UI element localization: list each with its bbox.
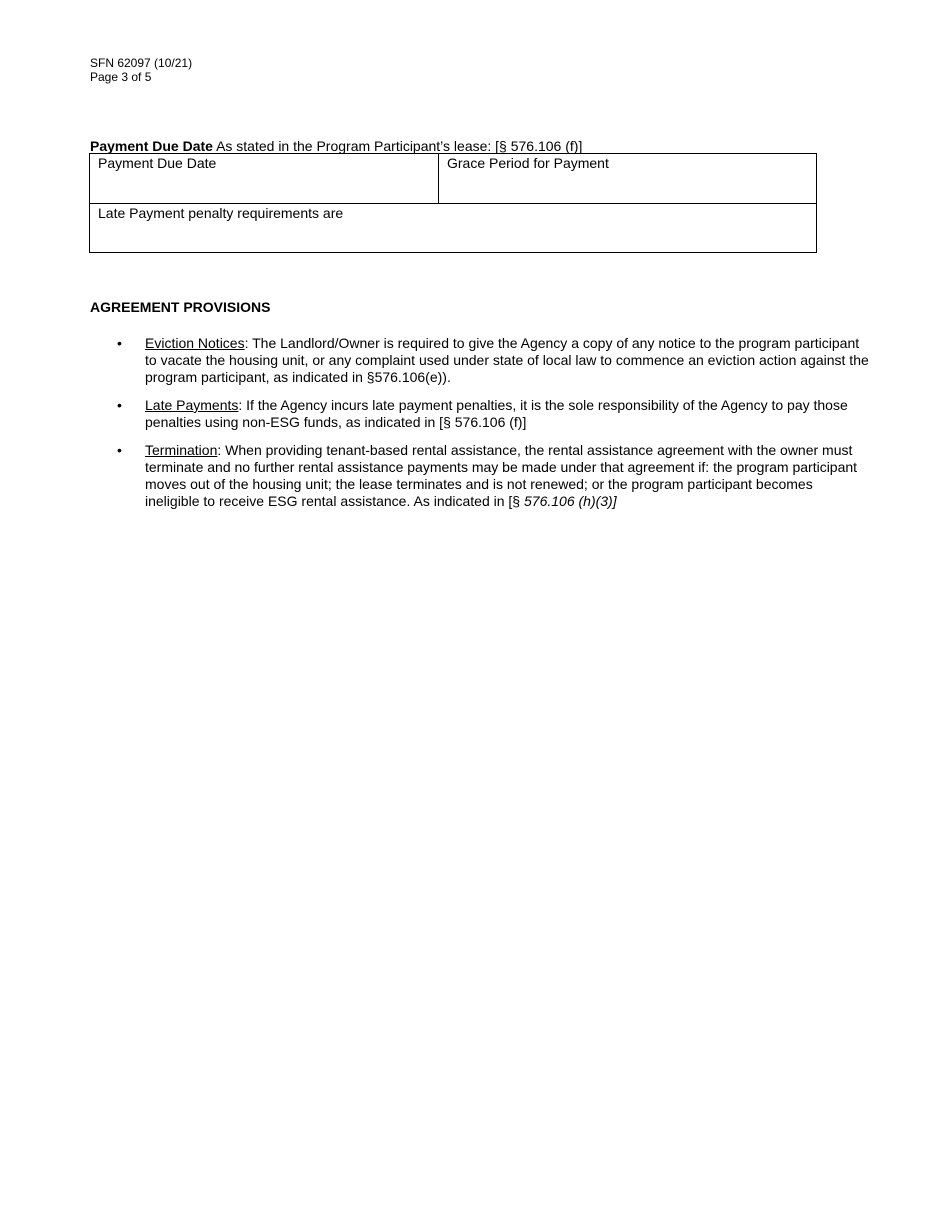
payment-terms-table bbox=[89, 153, 817, 253]
late-penalty-label: Late Payment penalty requirements are bbox=[98, 205, 344, 221]
bullet-icon: • bbox=[117, 442, 122, 458]
agreement-provisions-heading: AGREEMENT PROVISIONS bbox=[90, 299, 271, 315]
payment-section-title: Payment Due Date bbox=[90, 138, 213, 154]
provision-text: : When providing tenant-based rental assistance, the rental assistance agreement with the owner must terminate and no further rental assistance payments may be made under that agreement if: the program participant moves out of the housing unit; the lease terminates and is not renewed; or the program participant becomes ineligible to receive ESG rental assistance. As indicated in bbox=[145, 442, 858, 509]
provision-citation: 576.106 (h)(3)] bbox=[524, 493, 617, 509]
provision-term: Eviction Notices bbox=[145, 335, 245, 351]
provision-late-payments bbox=[90, 397, 870, 431]
late-penalty-field[interactable] bbox=[90, 204, 817, 253]
payment-due-date-label: Payment Due Date bbox=[98, 155, 217, 171]
agreement-provisions-list bbox=[90, 335, 870, 521]
payment-section-label bbox=[90, 138, 582, 154]
provision-termination bbox=[90, 442, 870, 510]
payment-due-date-field[interactable] bbox=[90, 154, 439, 204]
provision-eviction-notices bbox=[90, 335, 870, 386]
bullet-icon: • bbox=[117, 397, 122, 413]
payment-section-subtitle: As stated in the Program Participant’s lease: [§ 576.106 (f)] bbox=[216, 138, 583, 154]
form-number: SFN 62097 (10/21) bbox=[90, 56, 193, 70]
provision-term: Late Payments bbox=[145, 397, 239, 413]
bullet-icon: • bbox=[117, 335, 122, 351]
page-header bbox=[90, 56, 192, 84]
provision-term: Termination bbox=[145, 442, 218, 458]
provision-text: : The Landlord/Owner is required to give the Agency a copy of any notice to the program participant to vacate the housing unit, or any complaint used under state of local law to commence an eviction action against the program participant, as indicated in §576.106(e)). bbox=[145, 335, 869, 385]
page-number: Page 3 of 5 bbox=[90, 70, 152, 84]
citation-prefix: [§ bbox=[508, 493, 524, 509]
grace-period-label: Grace Period for Payment bbox=[447, 155, 609, 171]
provision-text: : If the Agency incurs late payment penalties, it is the sole responsibility of the Agency to pay those penalties using non-ESG funds, as indicated in [§ 576.106 (f)] bbox=[145, 397, 848, 430]
grace-period-field[interactable] bbox=[439, 154, 817, 204]
